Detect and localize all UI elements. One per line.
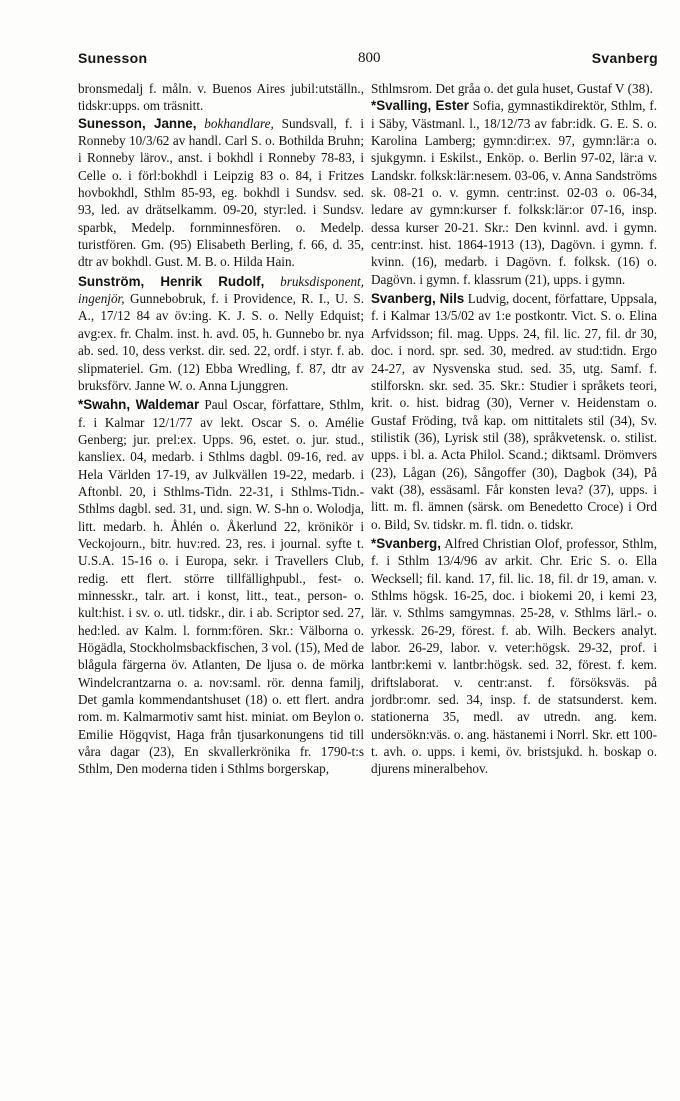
entry-swahn-waldemar [78,396,364,778]
right-column [371,80,657,778]
entry-name: *Svanberg, [371,535,441,551]
entry-name: *Svalling, Ester [371,98,469,114]
entry-text: Paul Oscar, författare, Sthlm, f. i Kalmar 12/1/77 av lekt. Oscar S. o. Amélie Genberg; jur. prel:ex. Upps. 96, estet. o. jur. stud., kansliex. 04, medarb. i Sthlms dagbl. 09-16, red. av Hela Världen 17-19, av Julkvällen 19-22, medarb. i Aftonbl. 20, i Sthlms-Tidn. 22-31, i Sthlms-Tidn.-Sthlms dagbl. sed. 31, und. sign. W. S-hn o. Wolodja, litt. medarb. h. Åhlén o. Åkerlund 22, krönikör i Veckojourn., bitr. huv:red. 23, res. i journal. syfte t. U.S.A. 15-16 o. i Europa, sekr. i Travellers Club, redig. ett flert. större tillfällighpubl., fest- o. minnesskr., talr. art. i konst, litt., teat., person- o. kult:hist. i sv. o. utl. tidskr., dir. i ab. Scriptor sed. 27, hed:led. av Kalm. l. fornm:fören. Skr.: Välborna o. Högädla, Stockholmsbackfischen, 3 vol. (15), Med de blågula färgerna öv. Atlanten, De ljusa o. de mörka Windelcrantzarna o. a. nov:saml. rör. denna familj, Det gamla kommendantshuset (18) o. ett flert. andra rom. m. Kalmarmotiv samt hist. miniat. om Beylon o. Emilie Högqvist, Haga från tjusarkonungens tid till våra dagar (23), En skvallerkrönika fr. 1790-t:s Sthlm, Den moderna tiden i Sthlms borgerskap, [78,397,364,777]
entry-sunesson-janne [78,115,364,271]
continuation-text: Sthlmsrom. Det gråa o. det gula huset, Gustaf V (38). [371,81,653,96]
header-left-name: Sunesson [78,50,148,66]
entry-svanberg-alfred [371,535,657,778]
header-right-name: Svanberg [591,50,658,66]
entry-name: Sunström, Henrik Rudolf, [78,273,265,289]
entry-text: Alfred Christian Olof, professor, Sthlm, f. i Sthlm 13/4/96 av arkit. Chr. Eric S. o. Ella Wecksell; fil. kand. 17, fil. lic. 18, fil. dr 19, aman. v. Sthlms högsk. 16-25, doc. i biokemi 20, i kemi 23, lär. v. Sthlms samgymnas. 25-28, v. Sthlms lärl.- o. yrkessk. 26-29, förest. f. ab. Wilh. Beckers analyt. labor. 26-29, labor. v. veter:högsk. 29-32, prof. i lantbr:kemi v. lantbr:högsk. sed. 32, förest. f. kem. driftslaborat. v. centr:anst. f. försöksväs. på jordbr:omr. sed. 34, insp. f. de statsunderst. kem. stationerna 35, medl. av utredn. ang. kem. undersökn:väs. o. ang. hästanemi i Norrl. Skr. ett 100-t. avh. o. upps. i kemi, öv. bristsjukd. h. boskap o. djurens mineralbehov. [371,535,657,777]
entry-name: Svanberg, Nils [371,291,465,307]
entry-svalling-ester [371,97,657,288]
entry-text: Sofia, gymnastikdirektör, Sthlm, f. i Säby, Västmanl. l., 18/12/73 av fabr:idk. G. E. S. o. Karolina Lamberg; gymn:dir:ex. 97, gymn:lär:a o. sjukgymn. i Eskilst., Enköp. o. Berlin 97-02, lär:a v. Landskr. folksk:lär:nesem. 03-06, v. Anna Sandströms sk. 08-21 o. v. gymn. centr:inst. 02-03 o. 06-34, ledare av gymn:kurser f. folksk:lär:or 07-16, insp. dessa kurser 20-21. Skr.: Den kvinnl. avd. i gymn. centr:inst. hist. 1864-1913 (13), Dagövn. i gymn. f. kvinn. (16), medarb. i Dagövn. f. folksk. (16) o. Dagövn. i gymn. f. klassrum (21), upps. i gymn. [371,98,658,287]
running-header [78,50,658,74]
page-number: 800 [358,50,381,66]
entry-name: Sunesson, Janne, [78,115,197,131]
entry-occupation: bruksdisponent, ingenjör, [78,273,364,307]
entry-text: Ludvig, docent, författare, Uppsala, f. i Kalmar 13/5/02 av 1:e postkontr. Vict. S. o. Elina Arfvidsson; fil. mag. Upps. 24, fil. lic. 27, fil. dr 30, doc. i nord. spr. sed. 30, medred. av stud:tidn. Ergo 24-27, av Nysvenska stud. sed. 35, utg. Samf. f. stilforskn. skr. sed. 35. Skr.: Studier i språkets teori, krit. o. hist. bidrag (30), Verner v. Heidenstam o. Gustaf Fröding, två kap. om nittitalets stil (34), Sv. stilistik (36), Lyrisk stil (38), språkvetensk. o. stilist. upps. i bl. a. Acta Philol. Scand.; diktsaml. Drömvers (23), Lågan (26), Sångoffer (30), Dagbok (34), På vakt (38), essäsaml. Får konsten leva? (37), upps. i litt. m. fl. ämnen (särsk. om Benedetto Croce) i Ord o. Bild, Sv. tidskr. m. fl. tidn. o. tidskr. [371,291,657,532]
continuation-text: bronsmedalj f. måln. v. Buenos Aires jubil:utställn., tidskr:upps. om träsnitt. [78,81,364,114]
entry-text: Sundsvall, f. i Ronneby 10/3/62 av handl. Carl S. o. Bothilda Bruhn; i Ronneby lärov., anst. i bokhdl i Ronneby 78-83, i Celle o. i förl:bokhdl i Leipzig 83 o. 84, i Fritzes hovbokhdl, Sthlm 85-93, eg. bokhdl i Sundsv. sed. 93, led. av drätselkamm. 09-20, styr:led. i Sundsv. sparbk, Medelp. fornminnesfören. o. Medelp. turistfören. Gm. (95) Elisabeth Berling, f. 66, d. 35, dtr av bokhdl. Gust. M. B. o. Hilda Hain. [78,115,364,270]
left-column [78,80,364,778]
entry-occupation: bokhandlare, [204,115,274,131]
entry-name: *Swahn, Waldemar [78,397,200,413]
entry-text: Gunnebobruk, f. i Providence, R. I., U. S. A., 17/12 84 av öv:ing. K. J. S. o. Nelly Edquist; avg:ex. fr. Chalm. inst. h. avd. 05, h. Gunnebo br. nya ab. sed. 10, dess verkst. dir. sed. 22, ordf. i styr. f. ab. slipmateriel. Gm. (12) Ebba Wredling, f. 87, dtr av bruksförv. Janne W. o. Anna Ljunggren. [78,291,365,393]
entry-svanberg-nils [371,290,657,533]
entry-sunstrom-henrik [78,273,364,394]
